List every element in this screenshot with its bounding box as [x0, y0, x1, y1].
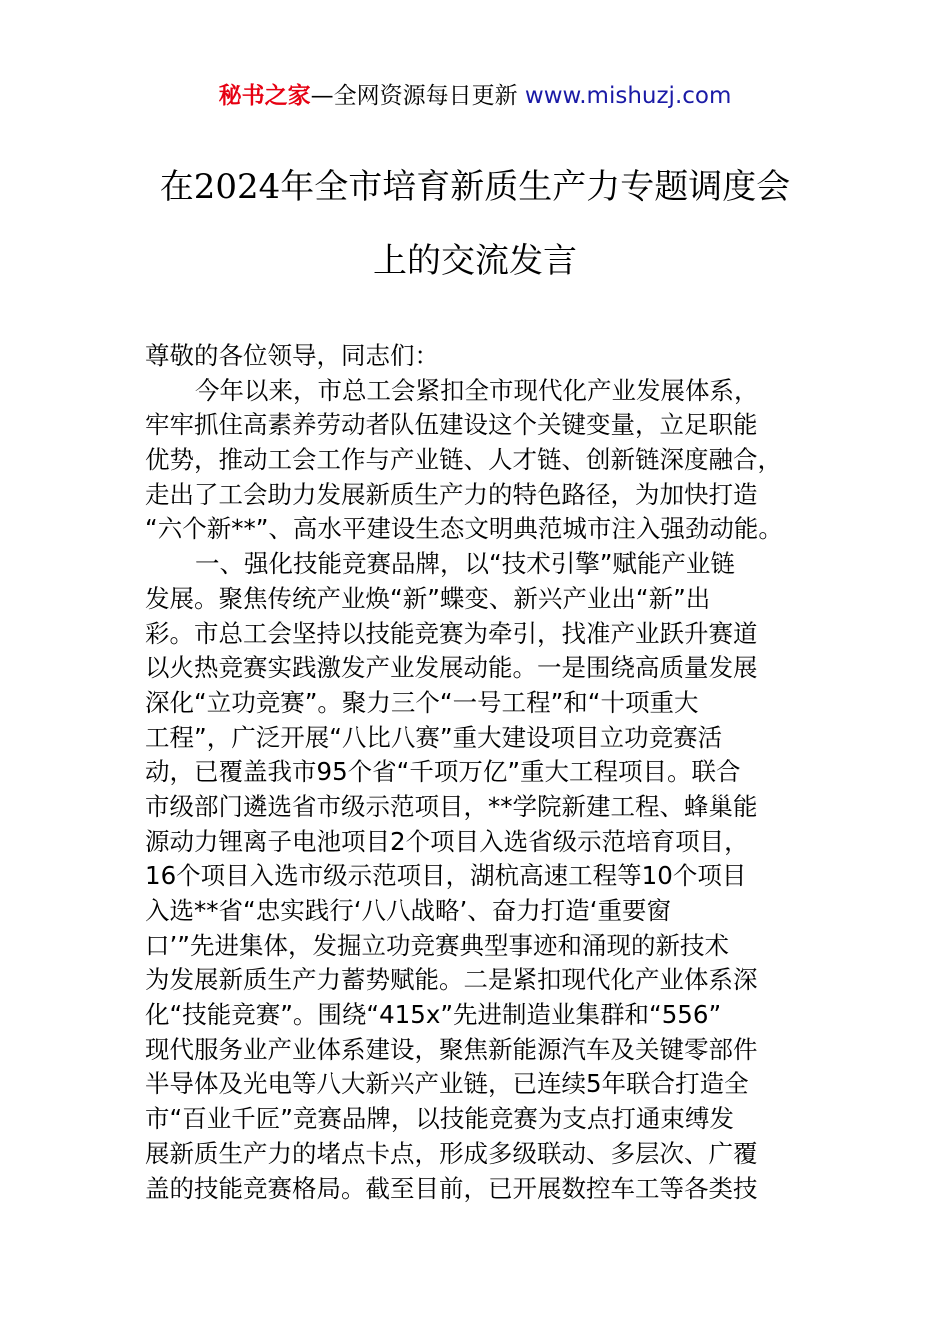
body-line: “六个新**”、高水平建设生态文明典范城市注入强劲动能。 — [145, 514, 783, 544]
salutation: 尊敬的各位领导，同志们： — [145, 341, 439, 370]
body-line: 今年以来，市总工会紧扣全市现代化产业发展体系， — [195, 375, 759, 405]
document-body — [145, 339, 815, 1206]
body-line: 市级部门遴选省市级示范项目，**学院新建工程、蜂巢能 — [145, 791, 758, 821]
body-line: 现代服务业产业体系建设，聚焦新能源汽车及关键零部件 — [145, 1034, 758, 1064]
body-line: 优势，推动工会工作与产业链、人才链、创新链深度融合， — [145, 445, 782, 475]
body-line: 以火热竞赛实践激发产业发展动能。一是围绕高质量发展 — [145, 653, 758, 683]
title-line-2: 上的交流发言 — [373, 241, 577, 281]
body-line: 走出了工会助力发展新质生产力的特色路径，为加快打造 — [145, 479, 758, 509]
body-line: 源动力锂离子电池项目2个项目入选省级示范培育项目， — [145, 826, 749, 856]
body-line: 16个项目入选市级示范项目，湖杭高速工程等10个项目 — [145, 861, 747, 891]
site-brand: 秘书之家 — [218, 83, 311, 109]
body-line: 动，已覆盖我市95个省“千项万亿”重大工程项目。联合 — [145, 757, 741, 787]
title-line-1: 在2024年全市培育新质生产力专题调度会 — [159, 167, 791, 207]
site-slogan: —全网资源每日更新 — [310, 83, 518, 109]
body-line: 口’”先进集体，发掘立功竞赛典型事迹和涌现的新技术 — [145, 930, 729, 960]
section-heading-line: 一、强化技能竞赛品牌，以“技术引擎”赋能产业链 — [195, 549, 735, 579]
body-line: 市“百业千匠”竞赛品牌，以技能竞赛为支点打通束缚发 — [145, 1104, 734, 1134]
body-line: 展新质生产力的堵点卡点，形成多级联动、多层次、广覆 — [145, 1138, 758, 1168]
body-line: 半导体及光电等八大新兴产业链，已连续5年联合打造全 — [145, 1069, 749, 1099]
body-line: 为发展新质生产力蓄势赋能。二是紧扣现代化产业体系深 — [145, 965, 758, 995]
body-line: 彩。市总工会坚持以技能竞赛为牵引，找准产业跃升赛道 — [145, 618, 758, 648]
body-line: 盖的技能竞赛格局。截至目前，已开展数控车工等各类技 — [145, 1173, 758, 1203]
site-url-link[interactable]: www.mishuzj.com — [524, 83, 732, 109]
body-line: 深化“立功竞赛”。聚力三个“一号工程”和“十项重大 — [145, 687, 699, 717]
body-line: 牢牢抓住高素养劳动者队伍建设这个关键变量，立足职能 — [145, 410, 758, 440]
body-line: 发展。聚焦传统产业焕“新”蝶变、新兴产业出“新”出 — [145, 583, 711, 613]
body-line: 入选**省“忠实践行‘八八战略’、奋力打造‘重要窗 — [145, 896, 672, 925]
body-line: 化“技能竞赛”。围绕“415x”先进制造业集群和“556” — [145, 1000, 722, 1030]
body-line: 工程”，广泛开展“八比八赛”重大建设项目立功竞赛活 — [145, 722, 723, 752]
document-title — [120, 150, 830, 298]
site-header — [0, 80, 950, 112]
